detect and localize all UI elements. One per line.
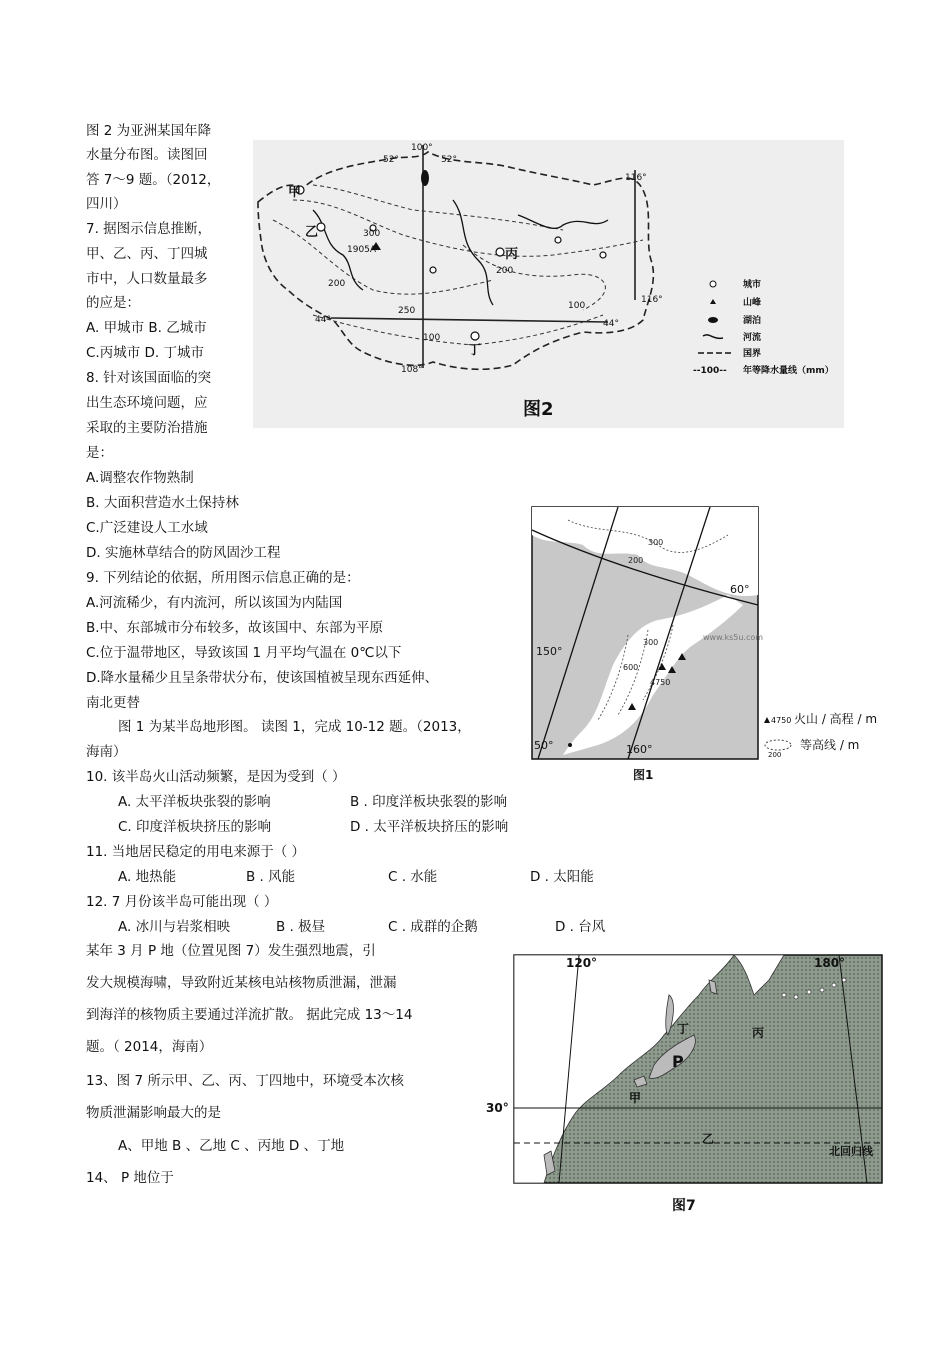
fig7-label-jia: 甲	[629, 1091, 642, 1105]
q7-line3: 市中，人口数量最多	[86, 271, 208, 287]
fig2-city-bing: 丙	[505, 247, 519, 262]
fig2-city-jia: 甲	[288, 185, 302, 200]
q7-9-intro-line4: 四川）	[86, 196, 127, 212]
fig2-legend-isoline-symbol: --100--	[693, 366, 727, 376]
fig2-contour-250: 250	[398, 306, 416, 316]
fig7-label-bing: 丙	[752, 1026, 765, 1040]
figure-7-map	[484, 940, 888, 1220]
fig2-legend-isoline: 年等降水量线（mm）	[743, 366, 834, 376]
q12-option-d: D . 台风	[555, 919, 606, 935]
fig2-deg-52-left: 52°	[383, 155, 399, 165]
q10-stem: 10. 该半岛火山活动频繁，是因为受到（ ）	[86, 769, 346, 785]
q9-option-b: B.中、东部城市分布较多，故该国中、东部为平原	[86, 620, 384, 636]
fig2-legend-river: 河流	[743, 333, 762, 343]
fig2-legend-lake: 湖泊	[743, 316, 762, 326]
q11-option-c: C . 水能	[388, 869, 438, 885]
q12-option-b: B . 极昼	[276, 919, 326, 935]
q8-line1: 8. 针对该国面临的突	[86, 370, 212, 386]
fig2-legend-peak: 山峰	[743, 298, 762, 308]
q7-line2: 甲、乙、丙、丁四城	[86, 246, 208, 262]
fig2-contour-300: 300	[363, 229, 381, 239]
fig7-lon-120: 120°	[566, 956, 598, 970]
q10-12-intro: 图 1 为某半岛地形图。 读图 1，完成 10-12 题。（2013，	[118, 719, 471, 735]
q12-stem: 12. 7 月份该半岛可能出现（ ）	[86, 894, 278, 910]
fig1-lat-60: 60°	[730, 583, 750, 596]
fig2-deg-108: 108°	[401, 365, 423, 375]
q13-14-intro-line3: 到海洋的核物质主要通过洋流扩散。 据此完成 13～14	[86, 1007, 413, 1023]
fig7-caption: 图7	[672, 1198, 696, 1214]
fig1-peak-4750: 4750	[650, 678, 671, 687]
fig7-label-ding: 丁	[677, 1022, 690, 1036]
fig1-lat-50: 50°	[534, 739, 554, 752]
fig1-caption: 图1	[633, 768, 654, 782]
figure-1-peninsula-map	[528, 505, 900, 787]
q10-option-d: D . 太平洋板块挤压的影响	[350, 819, 509, 835]
q8-option-a: A.调整农作物熟制	[86, 470, 194, 486]
q10-12-intro-source: 海南）	[86, 744, 127, 760]
q9-stem: 9. 下列结论的依据，所用图示信息正确的是：	[86, 570, 360, 586]
q9-option-a: A.河流稀少，有内流河，所以该国为内陆国	[86, 595, 343, 611]
fig7-lat-30: 30°	[486, 1101, 509, 1115]
fig1-legend-volcano-value: 4750	[771, 716, 792, 725]
fig2-deg-116-top: 116°	[625, 173, 647, 183]
fig2-legend-city: 城市	[743, 280, 762, 290]
q11-stem: 11. 当地居民稳定的用电来源于（ ）	[86, 844, 306, 860]
fig7-tropic-label: 北回归线	[829, 1145, 873, 1158]
q10-option-a: A. 太平洋板块张裂的影响	[118, 794, 271, 810]
q7-option-ab: A. 甲城市 B. 乙城市	[86, 320, 207, 336]
fig7-lon-180: 180°	[814, 956, 846, 970]
fig7-label-yi: 乙	[702, 1132, 715, 1146]
q13-options: A、甲地 B 、乙地 C 、丙地 D 、丁地	[118, 1138, 345, 1154]
q8-line4: 是：	[86, 445, 113, 461]
fig1-legend-contour: 等高线 / m	[800, 738, 860, 752]
q13-stem-line2: 物质泄漏影响最大的是	[86, 1105, 221, 1121]
q7-line4: 的应是：	[86, 295, 140, 311]
fig1-legend-contour-value: 200	[768, 751, 782, 759]
q8-line3: 采取的主要防治措施	[86, 420, 208, 436]
q14-stem: 14、 P 地位于	[86, 1170, 174, 1186]
fig1-legend-volcano: 火山 / 高程 / m	[794, 712, 878, 726]
fig2-city-yi: 乙	[305, 225, 319, 240]
q7-option-cd: C.丙城市 D. 丁城市	[86, 345, 204, 361]
q12-option-c: C . 成群的企鹅	[388, 919, 478, 935]
fig1-lon-150: 150°	[536, 645, 563, 658]
fig2-caption: 图2	[523, 399, 554, 420]
fig2-deg-44-right: 44°	[603, 319, 619, 329]
q7-9-intro-line2: 水量分布图。读图回	[86, 147, 208, 163]
fig1-watermark: www.ks5u.com	[703, 633, 764, 642]
fig2-deg-116-bottom: 116°	[641, 295, 663, 305]
fig1-contour-300: 300	[648, 538, 664, 547]
q13-14-intro-line1: 某年 3 月 P 地（位置见图 7）发生强烈地震，引	[86, 943, 376, 959]
fig2-contour-100: 100	[423, 333, 441, 343]
fig1-contour-600: 600	[623, 663, 639, 672]
q10-option-c: C. 印度洋板块挤压的影响	[118, 819, 272, 835]
q9-option-c: C.位于温带地区，导致该国 1 月平均气温在 0℃以下	[86, 645, 402, 661]
q11-option-d: D . 太阳能	[530, 869, 594, 885]
q12-option-a: A. 冰川与岩浆相映	[118, 919, 231, 935]
q10-option-b: B . 印度洋板块张裂的影响	[350, 794, 508, 810]
q13-stem-line1: 13、图 7 所示甲、乙、丙、丁四地中，环境受本次核	[86, 1073, 404, 1089]
fig2-city-ding: 丁	[468, 343, 482, 358]
q9-option-d: D.降水量稀少且呈条带状分布，使该国植被呈现东西延伸、	[86, 670, 439, 686]
q8-option-d: D. 实施林草结合的防风固沙工程	[86, 545, 281, 561]
fig1-contour-300b: 300	[643, 638, 659, 647]
q7-9-intro-line3: 答 7～9 题。（2012，	[86, 172, 221, 188]
q13-14-intro-line2: 发大规模海啸，导致附近某核电站核物质泄漏，泄漏	[86, 975, 397, 991]
fig2-deg-44-left: 44°	[315, 315, 331, 325]
q7-line1: 7. 据图示信息推断，	[86, 221, 212, 237]
q11-option-a: A. 地热能	[118, 869, 177, 885]
fig2-deg-52-right: 52°	[441, 155, 457, 165]
q8-line2: 出生态环境问题，应	[86, 395, 208, 411]
fig2-contour-200b: 200	[496, 266, 514, 276]
fig2-contour-200: 200	[328, 279, 346, 289]
fig2-legend-border: 国界	[743, 349, 762, 359]
fig7-label-p: P	[672, 1052, 684, 1071]
q7-9-intro-line1: 图 2 为亚洲某国年降	[86, 123, 212, 139]
q13-14-intro-line4: 题。（ 2014，海南）	[86, 1039, 213, 1055]
q8-option-c: C.广泛建设人工水域	[86, 520, 208, 536]
fig1-contour-200: 200	[628, 556, 644, 565]
q9-option-d-cont: 南北更替	[86, 695, 140, 711]
fig1-lon-160: 160°	[626, 743, 653, 756]
fig2-contour-100b: 100	[568, 301, 586, 311]
q11-option-b: B . 风能	[246, 869, 296, 885]
fig2-peak-1905: 1905A	[347, 245, 377, 255]
fig2-deg-100: 100°	[411, 143, 433, 153]
figure-2-precipitation-map	[253, 140, 844, 428]
q8-option-b: B. 大面积营造水土保持林	[86, 495, 239, 511]
